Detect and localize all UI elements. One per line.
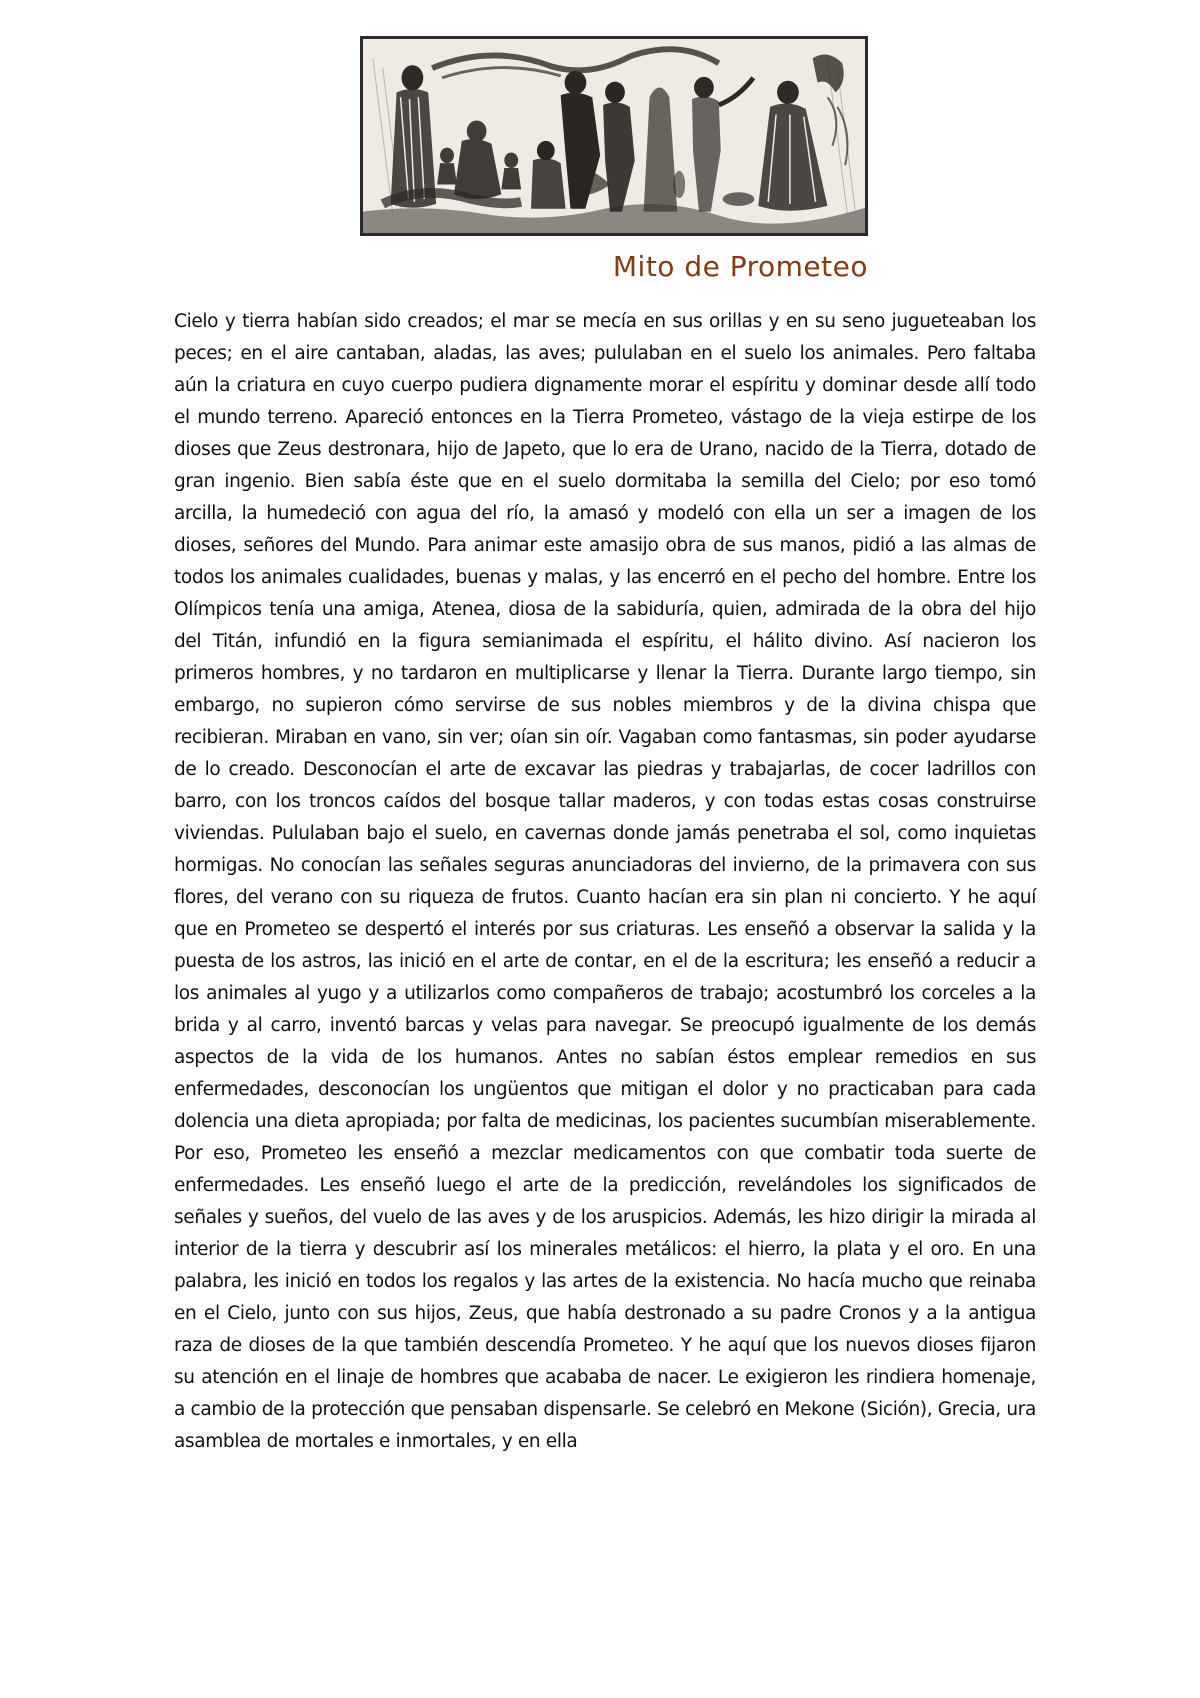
classical-relief-engraving-icon — [363, 39, 865, 233]
body-paragraph: Cielo y tierra habían sido creados; el mar se mecía en sus orillas y en su seno jugueteaban los peces; en el aire cantaban, aladas, las aves; pululaban en el suelo los animales. Pero faltaba aún la criatura en cuyo cuerpo pudiera dignamente morar el espíritu y dominar desde allí todo el mundo terreno. Apareció entonces en la Tierra Prometeo, vástago de la vieja estirpe de los dioses que Zeus destronara, hijo de Japeto, que lo era de Urano, nacido de la Tierra, dotado de gran ingenio. Bien sabía éste que en el suelo dormitaba la semilla del Cielo; por eso tomó arcilla, la humedeció con agua del río, la amasó y modeló con ella un ser a imagen de los dioses, señores del Mundo. Para animar este amasijo obra de sus manos, pidió a las almas de todos los animales cualidades, buenas y malas, y las encerró en el pecho del hombre. Entre los Olímpicos tenía una amiga, Atenea, diosa de la sabiduría, quien, admirada de la obra del hijo del Titán, infundió en la figura semianimada el espíritu, el hálito divino. Así nacieron los primeros hombres, y no tardaron en multiplicarse y llenar la Tierra. Durante largo tiempo, sin embargo, no supieron cómo servirse de sus nobles miembros y de la divina chispa que recibieran. Miraban en vano, sin ver; oían sin oír. Vagaban como fantasmas, sin poder ayudarse de lo creado. Desconocían el arte de excavar las piedras y trabajarlas, de cocer ladrillos con barro, con los troncos caídos del bosque tallar maderos, y con todas estas cosas construirse viviendas. Pululaban bajo el suelo, en cavernas donde jamás penetraba el sol, como inquietas hormigas. No conocían las señales seguras anunciadoras del invierno, de la primavera con sus flores, del verano con su riqueza de frutos. Cuanto hacían era sin plan ni concierto. Y he aquí que en Prometeo se despertó el interés por sus criaturas. Les enseñó a observar la salida y la puesta de los astros, las inició en el arte de contar, en el de la escritura; les enseñó a reducir a los animales al yugo y a utilizarlos como compañeros de trabajo; acostumbró los corceles a la brida y al carro, inventó barcas y velas para navegar. Se preocupó igualmente de los demás aspectos de la vida de los humanos. Antes no sabían éstos emplear remedios en sus enfermedades, desconocían los ungüentos que mitigan el dolor y no practicaban para cada dolencia una dieta apropiada; por falta de medicinas, los pacientes sucumbían miserablemente. Por eso, Prometeo les enseñó a mezclar medicamentos con que combatir toda suerte de enfermedades. Les enseñó luego el arte de la predicción, revelándoles los significados de señales y sueños, del vuelo de las aves y de los aruspicios. Además, les hizo dirigir la mirada al interior de la tierra y descubrir así los minerales metálicos: el hierro, la plata y el oro. En una palabra, les inició en todos los regalos y las artes de la existencia. No hacía mucho que reinaba en el Cielo, junto con sus hijos, Zeus, que había destronado a su padre Cronos y a la antigua raza de dioses de la que también descendía Prometeo. Y he aquí que los nuevos dioses fijaron su atención en el linaje de hombres que acababa de nacer. Le exigieron les rindiera homenaje, a cambio de la protección que pensaban dispensarle. Se celebró en Mekone (Sición), Grecia, ura asamblea de mortales e inmortales, y en ella — [174, 311, 1036, 1452]
relief-illustration — [360, 36, 868, 236]
page-title: Mito de Prometeo — [612, 250, 868, 283]
